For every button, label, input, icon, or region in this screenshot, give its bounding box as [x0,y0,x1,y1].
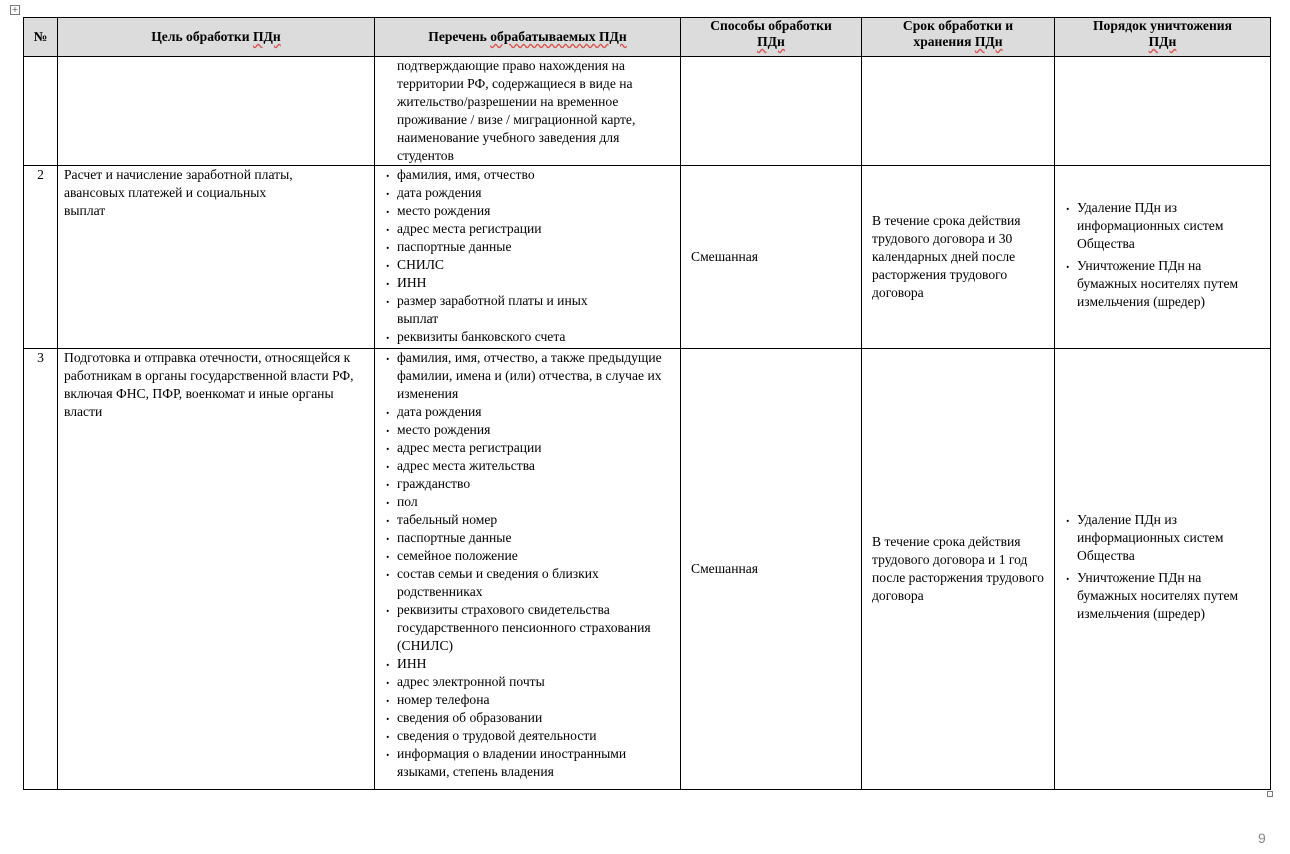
row-destroy [1055,166,1271,349]
table-row [24,349,1271,790]
row-destroy [1055,349,1271,790]
list-item: . реквизиты страхового свидетельства государственного пенсионного страхования (СНИЛС) [381,601,674,655]
list-item: . Удаление ПДн из информационных систем Общества [1061,511,1264,565]
pd-list [381,166,674,346]
row-number: 3 [24,349,58,790]
list-item: . сведения об образовании [381,709,674,727]
row-pd-list: подтверждающие право нахождения на территории РФ, содержащиеся в виде на жительство/разрешении на временное проживание / визе / миграционной карте, наименование учебного заведения для студентов [375,57,681,166]
list-item: . адрес места регистрации [381,439,674,457]
list-item: . паспортные данные [381,238,674,256]
page-number: 9 [1258,830,1266,846]
list-item: . ИНН [381,655,674,673]
row-destroy [1055,57,1271,166]
row-purpose: Подготовка и отправка отечности, относящейся к работникам в органы государственной власти РФ, включая ФНС, ПФР, военкомат и иные органы власти [58,349,375,790]
destroy-list [1061,511,1264,623]
table-move-handle[interactable]: + [11,5,19,14]
row-pd-list [375,166,681,349]
list-item: . место рождения [381,421,674,439]
header-destroy: Порядок уничтожения ПДн [1055,18,1271,57]
row-term [862,57,1055,166]
list-item: . сведения о трудовой деятельности [381,727,674,745]
table-header [24,18,1271,57]
destroy-list [1061,199,1264,311]
list-item: . дата рождения [381,403,674,421]
row-number: 2 [24,166,58,349]
list-item: . реквизиты банковского счета [381,328,674,346]
list-item: . СНИЛС [381,256,674,274]
list-item: . информация о владении иностранными языками, степень владения [381,745,674,781]
row-term: В течение срока действия трудового договора и 30 календарных дней после расторжения трудового договора [862,166,1055,349]
list-item: . табельный номер [381,511,674,529]
row-method [681,57,862,166]
list-item: . фамилия, имя, отчество, а также предыдущие фамилии, имена и (или) отчества, в случае их изменения [381,349,674,403]
list-item: . состав семьи и сведения о близких родственниках [381,565,674,601]
header-term: Срок обработки и хранения ПДн [862,18,1055,57]
row-number [24,57,58,166]
header-purpose: Цель обработки ПДн [58,18,375,57]
row-purpose [58,57,375,166]
header-list: Перечень обрабатываемых ПДн [375,18,681,57]
list-item: . Уничтожение ПДн на бумажных носителях путем измельчения (шредер) [1061,569,1264,623]
row-term: В течение срока действия трудового договора и 1 год после расторжения трудового договора [862,349,1055,790]
row-method: Смешанная [681,349,862,790]
list-item: . дата рождения [381,184,674,202]
table-row [24,57,1271,166]
pd-list [381,349,674,781]
list-item: . адрес места жительства [381,457,674,475]
list-item: . пол [381,493,674,511]
table-row [24,166,1271,349]
pdn-processing-table [23,17,1271,790]
list-item: . паспортные данные [381,529,674,547]
list-item: . Уничтожение ПДн на бумажных носителях путем измельчения (шредер) [1061,257,1264,311]
list-item: . место рождения [381,202,674,220]
row-method: Смешанная [681,166,862,349]
row-purpose: Расчет и начисление заработной платы, авансовых платежей и социальных выплат [58,166,375,349]
table-resize-handle[interactable] [1267,791,1273,797]
list-item: . ИНН [381,274,674,292]
list-item: . Удаление ПДн из информационных систем Общества [1061,199,1264,253]
row-pd-list [375,349,681,790]
list-item: . адрес электронной почты [381,673,674,691]
list-item: . адрес места регистрации [381,220,674,238]
list-item: . гражданство [381,475,674,493]
list-item: . семейное положение [381,547,674,565]
header-num: № [24,18,58,57]
list-item: . размер заработной платы и иных выплат [381,292,674,328]
list-item: . номер телефона [381,691,674,709]
header-methods: Способы обработки ПДн [681,18,862,57]
list-item: . фамилия, имя, отчество [381,166,674,184]
